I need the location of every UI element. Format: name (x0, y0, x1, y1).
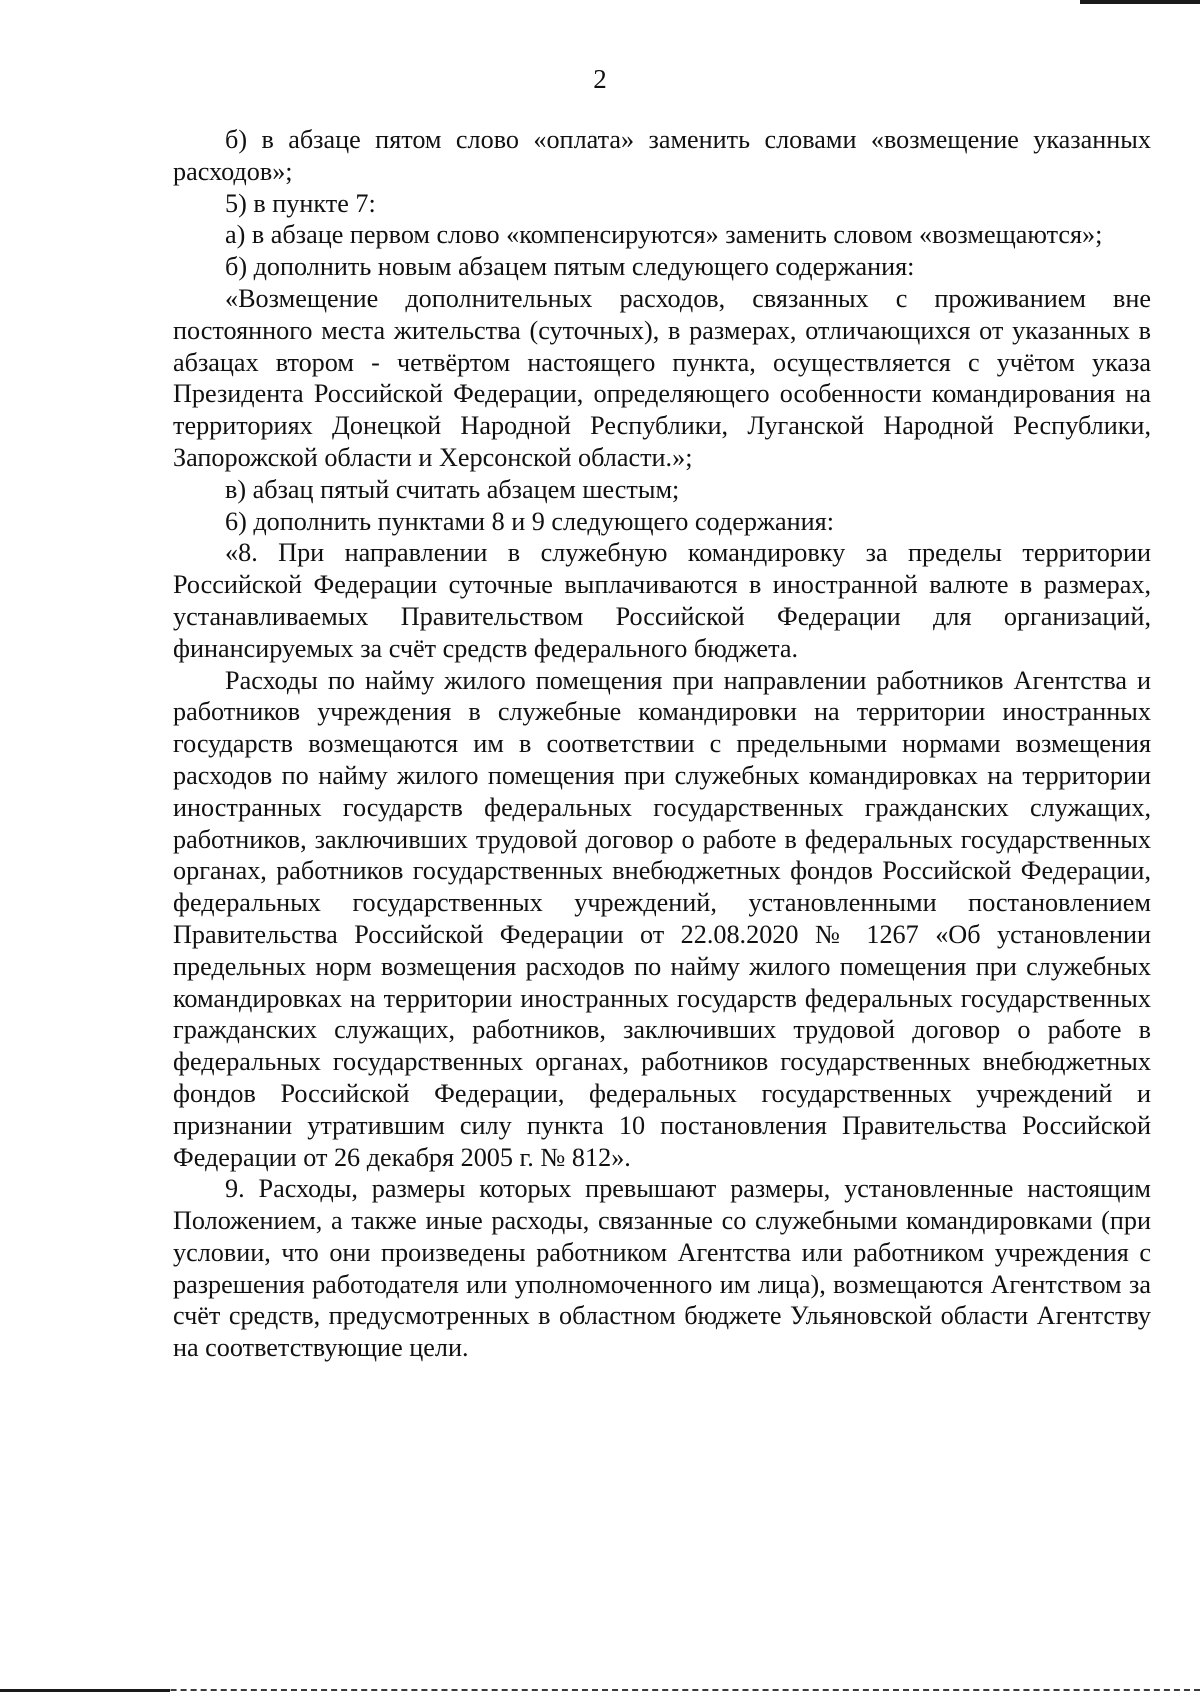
paragraph-5a: а) в абзаце первом слово «компенсируются» заменить словом «возмещаются»; (225, 220, 1103, 250)
page-number: 2 (593, 64, 607, 94)
paragraph-new-fifth: «Возмещение дополнительных расходов, связанных с проживанием вне постоянного места жительства (суточных), в размерах, отличающихся от указанных в абзацах втором - четвёртом настоящего пункта, осуществляется с учётом указа Президента Российской Федерации, определяющего особенности командирования на территориях Донецкой Народной Республики, Луганской Народной Республики, Запорожской области и Херсонской области.»; (173, 283, 1151, 472)
paragraph-5c: в) абзац пятый считать абзацем шестым; (225, 474, 680, 504)
document-body (173, 124, 1151, 1364)
scan-edge-top (1080, 0, 1200, 4)
scan-edge-bottom (0, 1689, 1200, 1691)
paragraph-4b: б) в абзаце пятом слово «оплата» заменить словами «возмещение указанных расходов»; (173, 125, 1151, 186)
paragraph-5b: б) дополнить новым абзацем пятым следующего содержания: (225, 252, 915, 282)
paragraph-point-8: «8. При направлении в служебную командировку за пределы территории Российской Федерации суточные выплачиваются в иностранной валюте в размерах, устанавливаемых Правительством Российской Федерации для организаций, финансируемых за счёт средств федерального бюджета. (173, 538, 1151, 663)
paragraph-point-9: 9. Расходы, размеры которых превышают размеры, установленные настоящим Положением, а также иные расходы, связанные со служебными командировками (при условии, что они произведены работником Агентства или работником учреждения с разрешения работодателя или уполномоченного им лица), возмещаются Агентством за счёт средств, предусмотренных в областном бюджете Ульяновской области Агентству на соответствующие цели. (173, 1174, 1151, 1363)
paragraph-item-5: 5) в пункте 7: (225, 188, 376, 218)
paragraph-housing-expenses: Расходы по найму жилого помещения при направлении работников Агентства и работников учреждения в служебные командировки на территории иностранных государств возмещаются им в соответствии с предельными нормами возмещения расходов по найму жилого помещения при служебных командировках на территории иностранных государств федеральных государственных гражданских служащих, работников, заключивших трудовой договор о работе в федеральных государственных органах, работников государственных внебюджетных фондов Российской Федерации, федеральных государственных учреждений, установленными постановлением Правительства Российской Федерации от 22.08.2020 № 1267 «Об установлении предельных норм возмещения расходов по найму жилого помещения при служебных командировках на территории иностранных государств федеральных государственных гражданских служащих, работников, заключивших трудовой договор о работе в федеральных государственных органах, работников государственных внебюджетных фондов Российской Федерации, федеральных государственных учреждений и признании утратившим силу пункта 10 постановления Правительства Российской Федерации от 26 декабря 2005 г. № 812». (173, 665, 1151, 1172)
paragraph-item-6: 6) дополнить пунктами 8 и 9 следующего содержания: (225, 506, 834, 536)
scan-edge-bottom-left (0, 1689, 170, 1692)
